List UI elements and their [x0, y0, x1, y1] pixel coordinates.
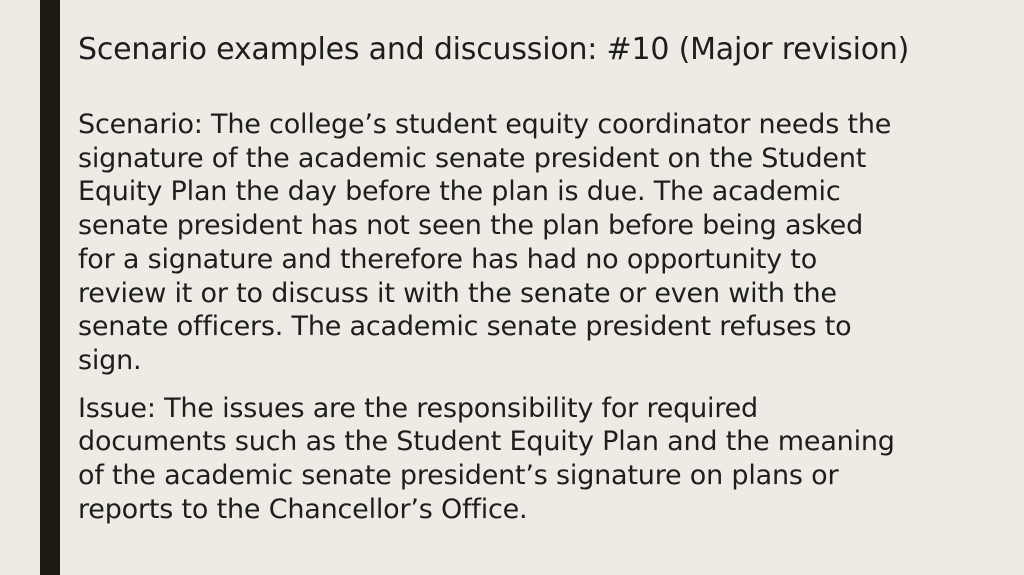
scenario-paragraph: Scenario: The college’s student equity coordinator needs the signature of the academic senate president on the Student Equity Plan the day before the plan is due. The academic senate president has not seen the plan before being asked for a signature and therefore has had no opportunity to review it or to discuss it with the senate or even with the senate officers. The academic senate president refuses to sign. — [78, 109, 892, 376]
left-accent-bar — [40, 0, 60, 575]
slide-body — [78, 108, 958, 526]
slide-title: Scenario examples and discussion: #10 (Major revision) — [78, 32, 910, 67]
issue-paragraph: Issue: The issues are the responsibility for required documents such as the Student Equity Plan and the meaning of the academic senate president’s signature on plans or reports to the Chancellor’s Office. — [78, 392, 895, 525]
